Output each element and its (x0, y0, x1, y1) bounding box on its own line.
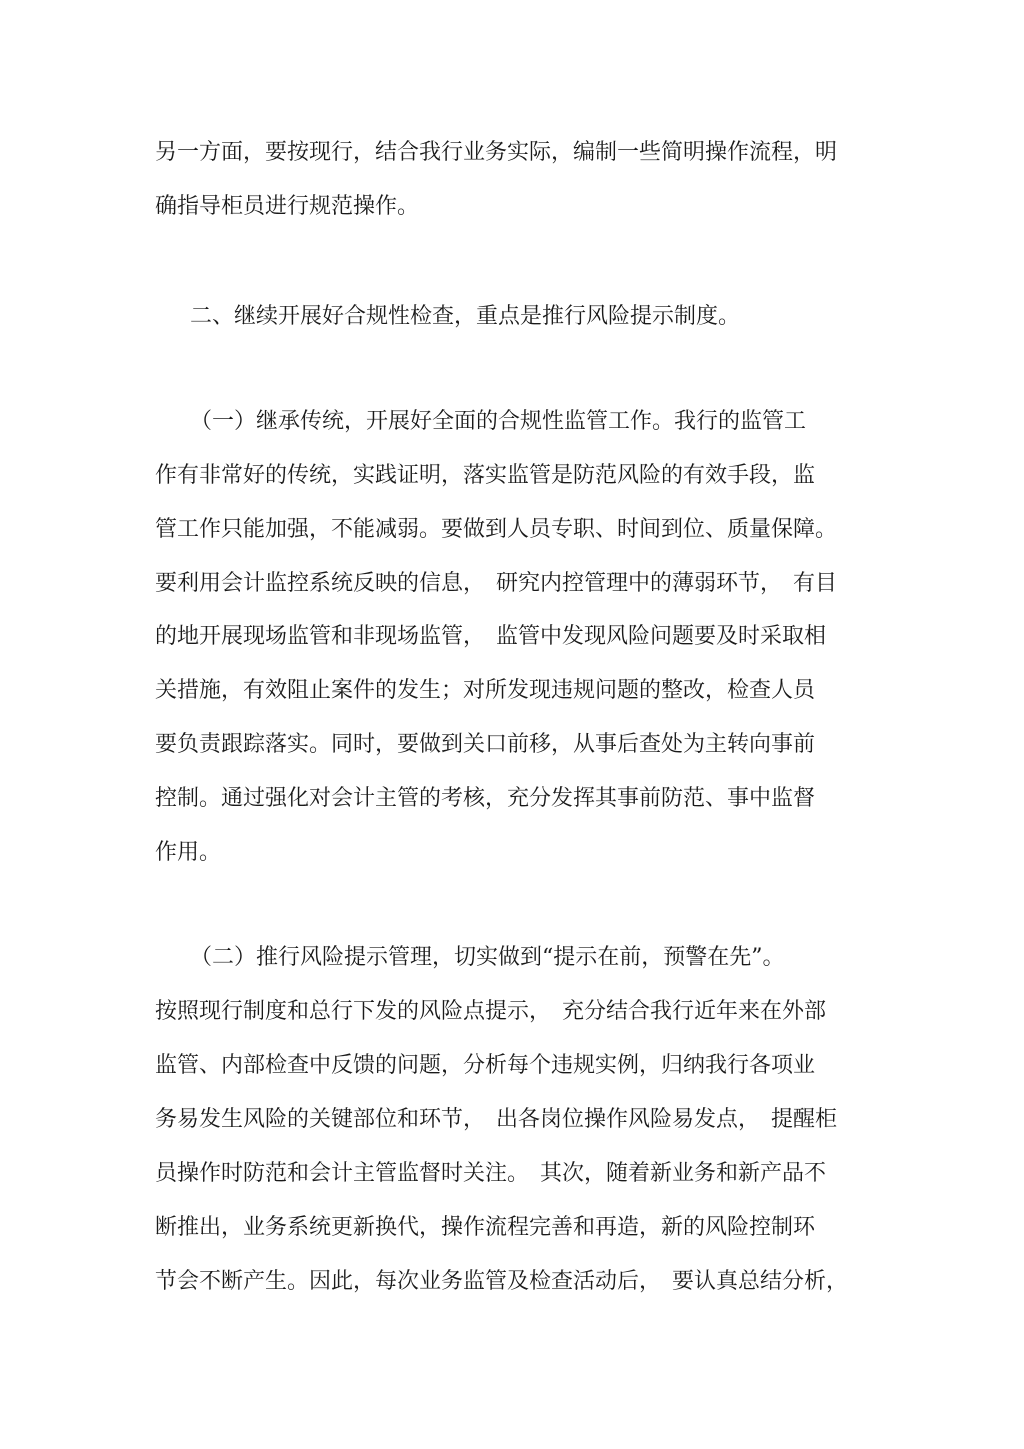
paragraph-line: 另一方面，要按现行，结合我行业务实际，编制一些简明操作流程，明 (155, 140, 838, 165)
subsection-heading: （二）推行风险提示管理，切实做到“提示在前，预警在先”。 (190, 945, 785, 970)
paragraph-line: 监管、内部检查中反馈的问题，分析每个违规实例，归纳我行各项业 (155, 1053, 816, 1078)
paragraph-line: 作有非常好的传统，实践证明，落实监管是防范风险的有效手段，监 (155, 463, 816, 488)
paragraph-line: 确指导柜员进行规范操作。 (155, 194, 420, 219)
paragraph-line: 要利用会计监控系统反映的信息， 研究内控管理中的薄弱环节， 有目 (155, 571, 838, 596)
section-heading: 二、继续开展好合规性检查，重点是推行风险提示制度。 (190, 304, 741, 329)
paragraph-line: 关措施，有效阻止案件的发生；对所发现违规问题的整改，检查人员 (155, 678, 816, 703)
paragraph-line: 节会不断产生。因此，每次业务监管及检查活动后， 要认真总结分析， (155, 1269, 849, 1294)
paragraph-line: 要负责跟踪落实。同时，要做到关口前移，从事后查处为主转向事前 (155, 732, 816, 757)
paragraph-line: 管工作只能加强，不能减弱。要做到人员专职、时间到位、质量保障。 (155, 517, 838, 542)
paragraph-line: 务易发生风险的关键部位和环节， 出各岗位操作风险易发点， 提醒柜 (155, 1107, 838, 1132)
paragraph-line: 作用。 (155, 840, 222, 865)
paragraph-line: 按照现行制度和总行下发的风险点提示， 充分结合我行近年来在外部 (155, 999, 827, 1024)
paragraph-line: 员操作时防范和会计主管监督时关注。 其次，随着新业务和新产品不 (155, 1161, 827, 1186)
subsection-heading: （一）继承传统，开展好全面的合规性监管工作。我行的监管工 (190, 409, 807, 434)
paragraph-line: 断推出，业务系统更新换代，操作流程完善和再造，新的风险控制环 (155, 1215, 816, 1240)
paragraph-line: 控制。通过强化对会计主管的考核，充分发挥其事前防范、事中监督 (155, 786, 816, 811)
paragraph-line: 的地开展现场监管和非现场监管， 监管中发现风险问题要及时采取相 (155, 624, 827, 649)
